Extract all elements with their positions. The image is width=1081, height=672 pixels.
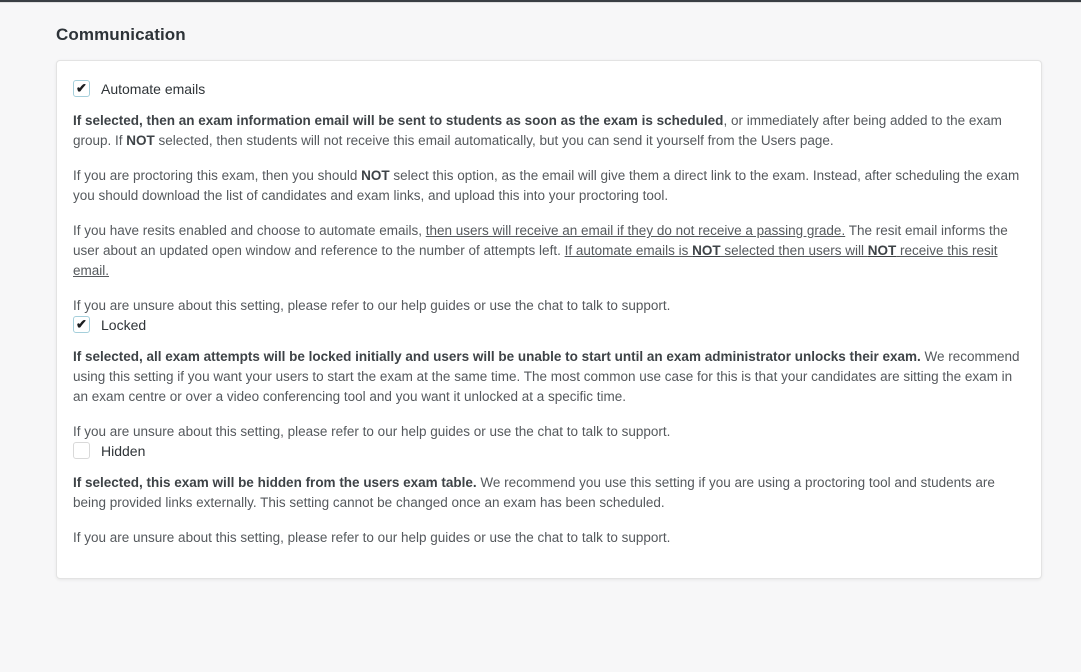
- settings-list: [73, 80, 1025, 548]
- setting-label: Automate emails: [101, 80, 206, 97]
- setting-description: [73, 473, 1025, 548]
- section-heading: Communication: [56, 25, 186, 44]
- setting-paragraph: If you are unsure about this setting, please refer to our help guides or use the chat to talk to support.: [73, 298, 671, 313]
- communication-section: [56, 25, 1042, 579]
- setting-paragraph: If you are unsure about this setting, please refer to our help guides or use the chat to talk to support.: [73, 424, 671, 439]
- setting-label: Hidden: [101, 442, 146, 459]
- checkmark-icon: ✔: [76, 316, 87, 332]
- checkbox-row-locked[interactable]: [73, 316, 1025, 333]
- setting-paragraph: If you are proctoring this exam, then you should NOT select this option, as the email will give them a direct link to the exam. Instead, after scheduling the exam you should download the list of candidates and exam links, and upload this into your proctoring tool.: [73, 168, 1020, 203]
- setting-label: Locked: [101, 316, 147, 333]
- checkbox-automate-emails[interactable]: [73, 80, 90, 97]
- setting-paragraph: If you have resits enabled and choose to automate emails, then users will receive an email if they do not receive a passing grade. The resit email informs the user about an updated open window and reference to the number of attempts left. If automate emails is NOT selected then users will NOT receive this resit email.: [73, 223, 1008, 278]
- setting-description: [73, 111, 1025, 316]
- checkmark-icon: ✔: [76, 80, 87, 96]
- setting-section: [73, 80, 1025, 316]
- setting-paragraph: If you are unsure about this setting, please refer to our help guides or use the chat to talk to support.: [73, 530, 671, 545]
- communication-card: [56, 60, 1042, 579]
- checkbox-row-hidden[interactable]: [73, 442, 1025, 459]
- setting-description: [73, 347, 1025, 442]
- setting-paragraph: If selected, this exam will be hidden from the users exam table. We recommend you use this setting if you are using a proctoring tool and students are being provided links externally. This setting cannot be changed once an exam has been scheduled.: [73, 475, 995, 510]
- checkbox-row-automate-emails[interactable]: [73, 80, 1025, 97]
- top-bar: [0, 0, 1081, 3]
- checkbox-hidden[interactable]: [73, 442, 90, 459]
- setting-paragraph: If selected, then an exam information email will be sent to students as soon as the exam is scheduled, or immediately after being added to the exam group. If NOT selected, then students will not receive this email automatically, but you can send it yourself from the Users page.: [73, 113, 1002, 148]
- setting-section: [73, 442, 1025, 548]
- setting-section: [73, 316, 1025, 442]
- checkbox-locked[interactable]: [73, 316, 90, 333]
- setting-paragraph: If selected, all exam attempts will be locked initially and users will be unable to start until an exam administrator unlocks their exam. We recommend using this setting if you want your users to start the exam at the same time. The most common use case for this is that your candidates are sitting the exam in an exam centre or over a video conferencing tool and you want it unlocked at a specific time.: [73, 349, 1020, 404]
